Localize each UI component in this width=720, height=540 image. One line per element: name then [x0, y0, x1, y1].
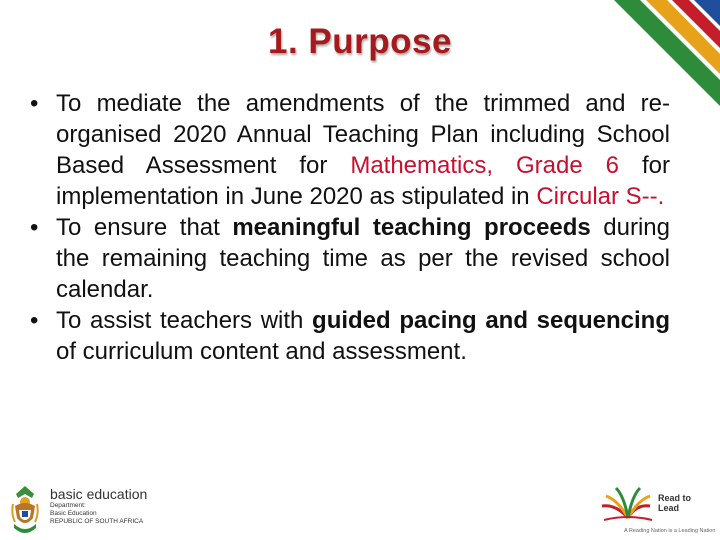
bullet-text: To assist teachers with [56, 307, 313, 334]
book-swoosh-icon [598, 484, 658, 528]
logo-line: REPUBLIC OF SOUTH AFRICA [50, 518, 144, 525]
bullet-list [30, 88, 670, 367]
bullet-text: To ensure that [56, 214, 233, 241]
logo-name: basic education [50, 486, 148, 502]
bullet-dot: • [30, 214, 39, 241]
slide-title: 1. Purpose [268, 22, 452, 61]
bold-phrase: guided pacing and sequencing [312, 307, 671, 334]
circular-reference: Circular S--. [536, 183, 665, 210]
bullet-dot: • [30, 307, 39, 334]
bullet-text: during the remaining teaching time as per the revised school calendar. [56, 214, 670, 303]
logo-name: Read to Lead [658, 493, 692, 513]
bullet-item [30, 305, 670, 367]
logo-line: Basic Education [50, 510, 97, 517]
bullet-item [30, 88, 670, 212]
bullet-text: for implementation in June 2020 as stipulated in [56, 152, 670, 210]
bullet-text: of curriculum content and assessment. [56, 338, 467, 365]
bullet-text: To mediate the amendments of the trimmed and re-organised 2020 Annual Teaching Plan including School Based Assessment for [56, 90, 670, 179]
bullet-dot: • [30, 90, 39, 117]
basic-education-logo [10, 480, 210, 536]
logo-tagline: A Reading Nation is a Leading Nation [624, 528, 716, 534]
subject-grade-highlight: Mathematics, Grade 6 [350, 152, 620, 179]
read-to-lead-logo [598, 484, 716, 538]
coat-of-arms-icon [10, 484, 40, 536]
bold-phrase: meaningful teaching proceeds [232, 214, 591, 241]
bullet-item [30, 212, 670, 305]
logo-line: Department: [50, 502, 86, 509]
